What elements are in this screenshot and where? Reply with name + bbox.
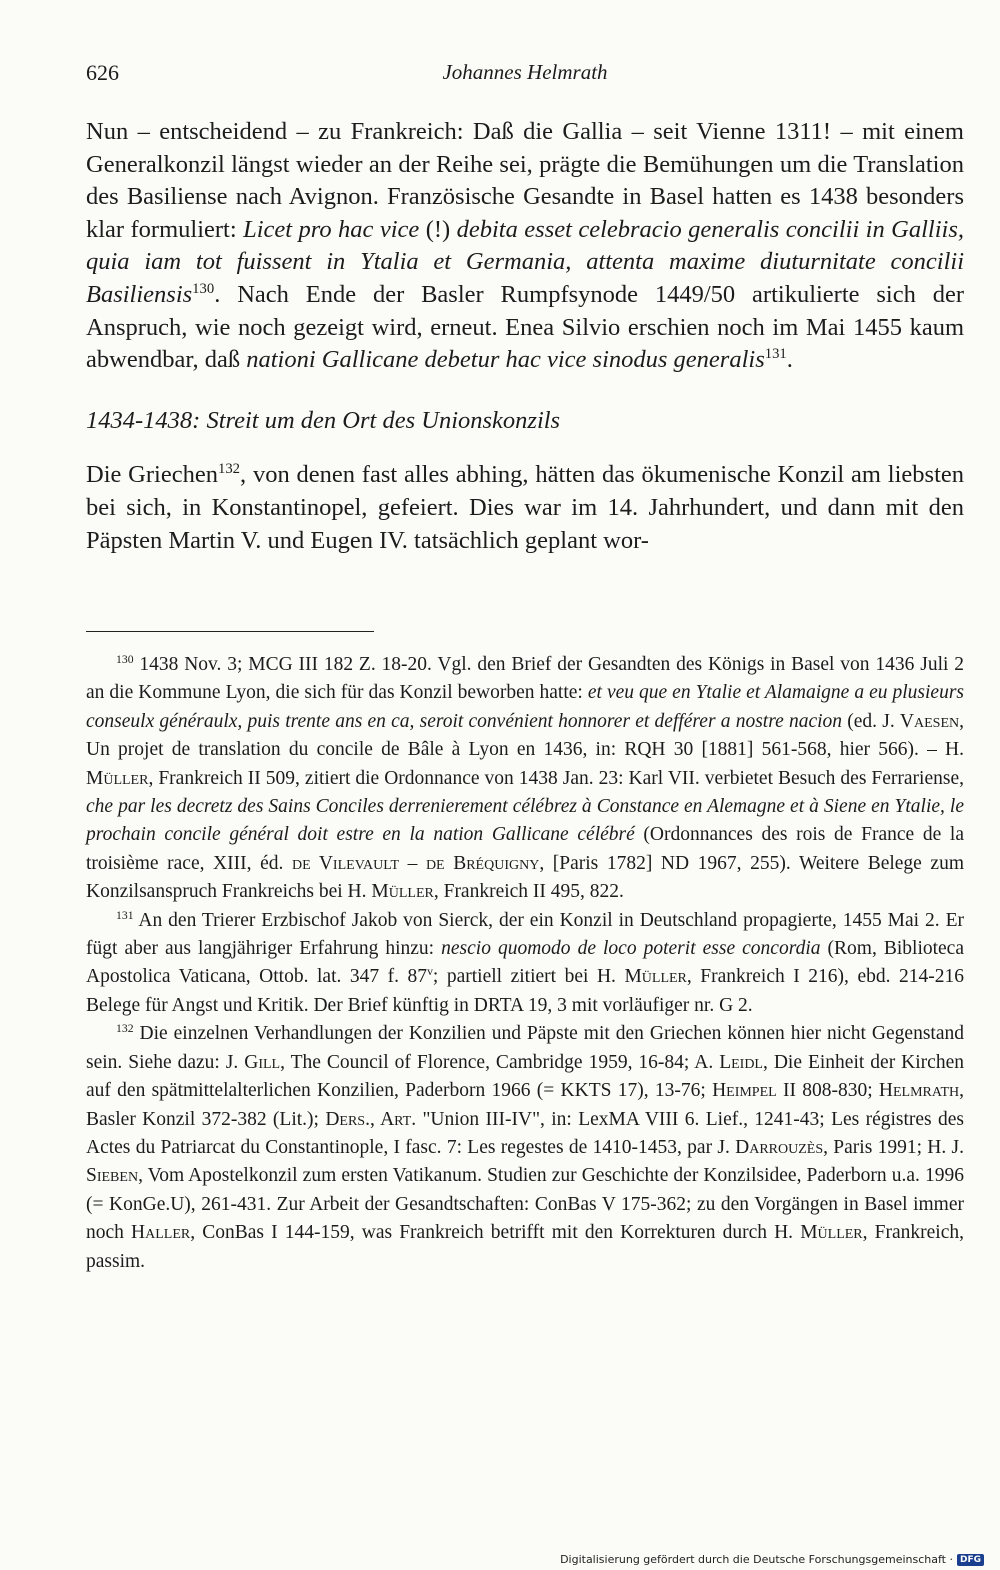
page-header (86, 60, 964, 90)
footnote-ref-130: 130 (192, 281, 215, 298)
footnote-ref-132: 132 (217, 461, 240, 478)
footnotes (86, 651, 964, 1276)
digitization-footer (560, 1553, 984, 1566)
running-title: Johannes Helmrath (442, 60, 608, 84)
footnote-ref-131: 131 (764, 346, 787, 363)
footnote-separator (86, 631, 374, 632)
footnote-130: $^{130}$ 1438 Nov. 3; MCG III 182 Z. 18-20. Vgl. den Brief der Gesandten des Königs in Basel von 1436 Juli 2 an die Kommune Lyon, die sich für das Konzil beworben hatte: et veu que en Ytalie et Alamaigne a eu plusieurs conseulx généraulx, puis trente ans en ca, seroit convénient honnorer et defférer a nostre nacion (ed. J. Vaesen, Un projet de translation du concile de Bâle à Lyon en 1436, in: RQH 30 [1881] 561-568, hier 566). – H. Müller, Frankreich II 509, zitiert die Ordonnance von 1438 Jan. 23: Karl VII. verbietet Besuch des Ferrariense, che par les decretz des Sains Conciles derrenierement célébrez à Constance en Alemagne et à Siene en Ytalie, le prochain concile général doit estre en la nation Gallicane célébré (Ordonnances des rois de France de la troisième race, XIII, éd. de Vilevault – de Bréquigny, [Paris 1782] ND 1967, 255). Weitere Belege zum Konzilsanspruch Frankreichs bei H. Müller, Frankreich II 495, 822. (86, 652, 965, 903)
main-text (86, 116, 964, 557)
section-heading: 1434-1438: Streit um den Ort des Unionskonzils (86, 406, 561, 434)
footnote-132: $^{132}$ Die einzelnen Verhandlungen der Konzilien und Päpste mit den Griechen können hier nicht Gegenstand sein. Siehe dazu: J. Gill, The Council of Florence, Cambridge 1959, 16-84; A. Leidl, Die Einheit der Kirchen auf den spätmittelalterlichen Konzilien, Paderborn 1966 (= KKTS 17), 13-76; Heimpel II 808-830; Helmrath, Basler Konzil 372-382 (Lit.); Ders., Art. "Union III-IV", in: LexMA VIII 6. Lief., 1241-43; Les régistres des Actes du Patriarcat du Constantinople, I fasc. 7: Les regestes de 1410-1453, par J. Darrouzès, Paris 1991; H. J. Sieben, Vom Apostelkonzil zum ersten Vatikanum. Studien zur Geschichte der Konzilsidee, Paderborn u.a. 1996 (= KonGe.U), 261-431. Zur Arbeit der Gesandtschaften: ConBas V 175-362; zu den Vorgängen in Basel immer noch Haller, ConBas I 144-159, was Frankreich betrifft mit den Korrekturen durch H. Müller, Frankreich, passim. (86, 1022, 965, 1272)
page-number: 626 (86, 60, 119, 85)
dfg-logo: DFG (957, 1554, 984, 1566)
footnote-131: $^{131}$ An den Trierer Erzbischof Jakob von Sierck, der ein Konzil in Deutschland propagierte, 1455 Mai 2. Er fügt aber aus langjähriger Erfahrung hinzu: nescio quomodo de loco poterit esse concordia (Rom, Biblioteca Apostolica Vaticana, Ottob. lat. 347 f. 87$^v$; partiell zitiert bei H. Müller, Frankreich I 216), ebd. 214-216 Belege für Angst und Kritik. Der Brief künftig in DRTA 19, 3 mit vorläufiger nr. G 2. (86, 908, 964, 1016)
paragraph-2: Die Griechen$^{132}$, von denen fast alles abhing, hätten das ökumenische Konzil am liebsten bei sich, in Konstantinopel, gefeiert. Dies war im 14. Jahrhundert, und dann mit den Päpsten Martin V. und Eugen IV. tatsächlich geplant wor- (86, 461, 964, 554)
paragraph-1: Nun – entscheidend – zu Frankreich: Daß die Gallia – seit Vienne 1311! – mit einem Generalkonzil längst wieder an der Reihe sei, prägte die Bemühungen um die Translation des Basiliense nach Avignon. Französische Gesandte in Basel hatten es 1438 besonders klar formuliert: Licet pro hac vice (!) debita esset celebracio generalis concilii in Galliis, quia iam tot fuissent in Ytalia et Germania, attenta maxime diuturnitate concilii Basiliensis$^{130}$. Nach Ende der Basler Rumpfsynode 1449/50 artikulierte sich der Anspruch, wie noch gezeigt wird, erneut. Enea Silvio erschien noch im Mai 1455 kaum abwendbar, daß nationi Gallicane debetur hac vice sinodus generalis$^{131}$. (86, 118, 964, 374)
footer-text: Digitalisierung gefördert durch die Deutsche Forschungsgemeinschaft · (560, 1553, 953, 1566)
